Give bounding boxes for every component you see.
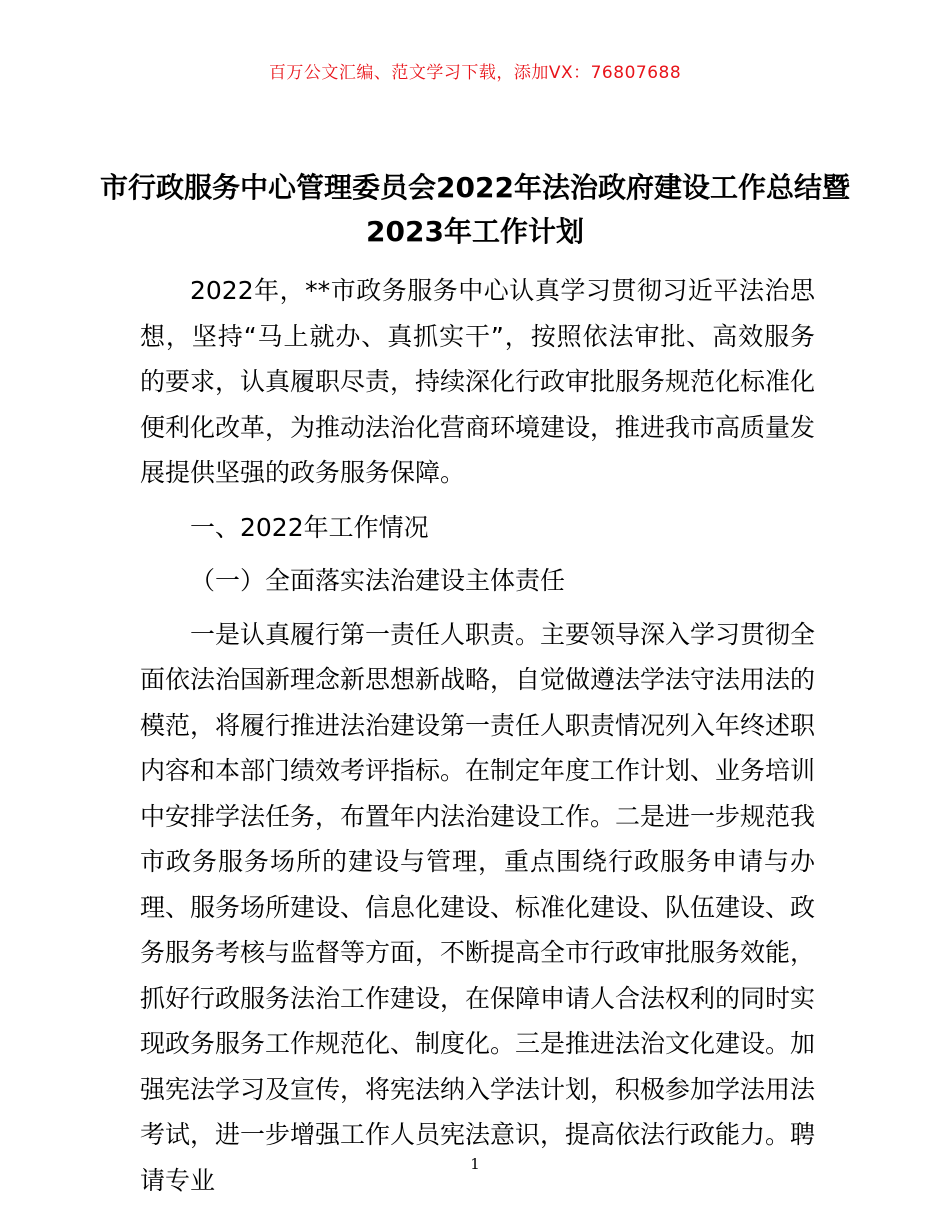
- intro-paragraph: 2022年，**市政务服务中心认真学习贯彻习近平法治思想，坚持“马上就办、真抓实干”，按照依法审批、高效服务的要求，认真履职尽责，持续深化行政审批服务规范化标准化便利化改革，为推动法治化营商环境建设，推进我市高质量发展提供坚强的政务服务保障。: [140, 276, 816, 487]
- header-watermark-note: 百万公文汇编、范文学习下载，添加VX：76807688: [268, 63, 682, 83]
- body-paragraph: 一是认真履行第一责任人职责。主要领导深入学习贯彻全面依法治国新理念新思想新战略，自觉做遵法学法守法用法的模范，将履行推进法治建设第一责任人职责情况列入年终述职内容和本部门绩效考评指标。在制定年度工作计划、业务培训中安排学法任务，布置年内法治建设工作。二是进一步规范我市政务服务场所的建设与管理，重点围绕行政服务申请与办理、服务场所建设、信息化建设、标准化建设、队伍建设、政务服务考核与监督等方面，不断提高全市行政审批服务效能，抓好行政服务法治工作建设，在保障申请人合法权利的同时实现政务服务工作规范化、制度化。三是推进法治文化建设。加强宪法学习及宣传，将宪法纳入学法计划，积极参加学法用法考试，进一步增强工作人员宪法意识，提高依法行政能力。聘请专业: [140, 619, 816, 1195]
- document-body: [140, 268, 815, 1203]
- document-title: 市行政服务中心管理委员会2022年法治政府建设工作总结暨2023年工作计划: [100, 171, 850, 248]
- page-number: 1: [470, 1155, 480, 1173]
- subsection-heading: （一）全面落实法治建设主体责任: [190, 566, 566, 595]
- section-heading: 一、2022年工作情况: [190, 512, 429, 542]
